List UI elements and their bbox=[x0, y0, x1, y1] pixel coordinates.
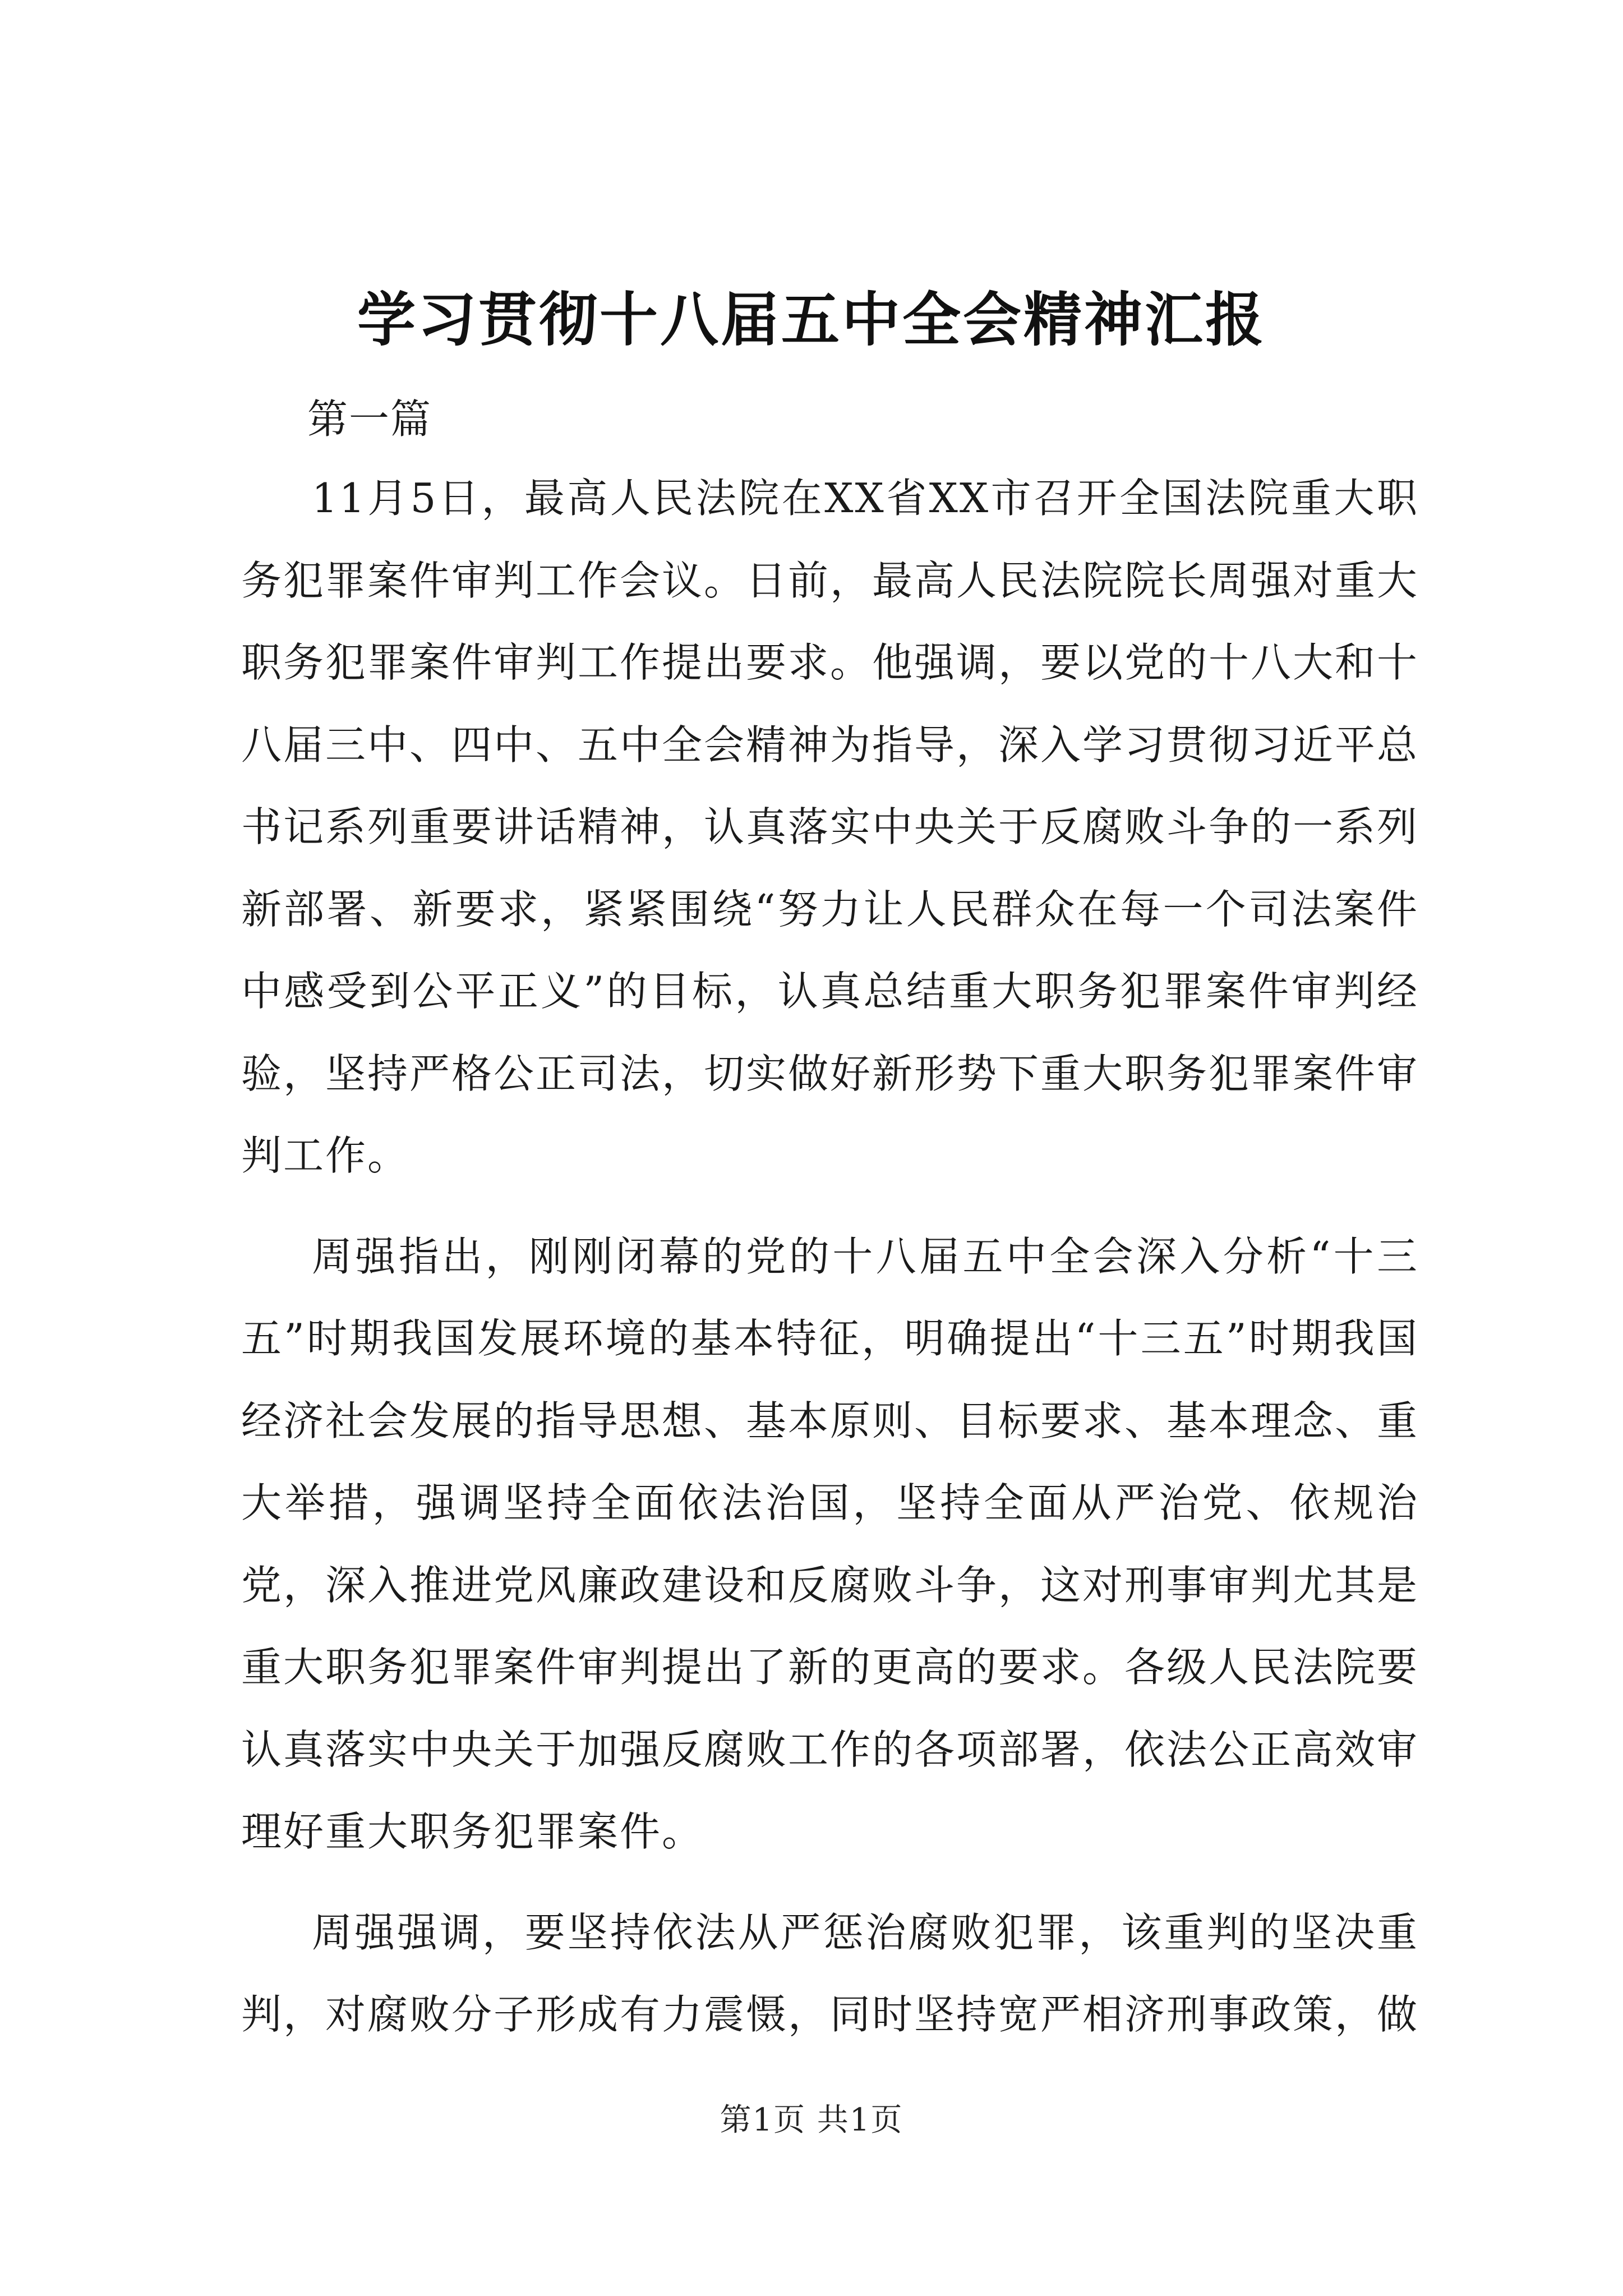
document-title: 学习贯彻十八届五中全会精神汇报 bbox=[357, 285, 1266, 354]
page-number: 第1页 共1页 bbox=[720, 2102, 903, 2138]
page-footer bbox=[0, 2098, 1623, 2143]
document-body bbox=[241, 381, 1419, 2056]
paragraph-3: 周强强调，要坚持依法从严惩治腐败犯罪，该重判的坚决重判，对腐败分子形成有力震慑，同时坚持宽严相济刑事政策，做 bbox=[241, 1908, 1419, 2038]
paragraph-2: 周强指出，刚刚闭幕的党的十八届五中全会深入分析“十三五”时期我国发展环境的基本特征，明确提出“十三五”时期我国经济社会发展的指导思想、基本原则、目标要求、基本理念、重大举措，强调坚持全面依法治国，坚持全面从严治党、依规治党，深入推进党风廉政建设和反腐败斗争，这对刑事审判尤其是重大职务犯罪案件审判提出了新的更高的要求。各级人民法院要认真落实中央关于加强反腐败工作的各项部署，依法公正高效审理好重大职务犯罪案件。 bbox=[241, 1232, 1419, 1855]
section-label: 第一篇 bbox=[307, 395, 432, 443]
paragraph-1: 11月5日，最高人民法院在XX省XX市召开全国法院重大职务犯罪案件审判工作会议。日前，最高人民法院院长周强对重大职务犯罪案件审判工作提出要求。他强调，要以党的十八大和十八届三中、四中、五中全会精神为指导，深入学习贯彻习近平总书记系列重要讲话精神，认真落实中央关于反腐败斗争的一系列新部署、新要求，紧紧围绕“努力让人民群众在每一个司法案件中感受到公平正义”的目标，认真总结重大职务犯罪案件审判经验，坚持严格公正司法，切实做好新形势下重大职务犯罪案件审判工作。 bbox=[241, 475, 1419, 1179]
